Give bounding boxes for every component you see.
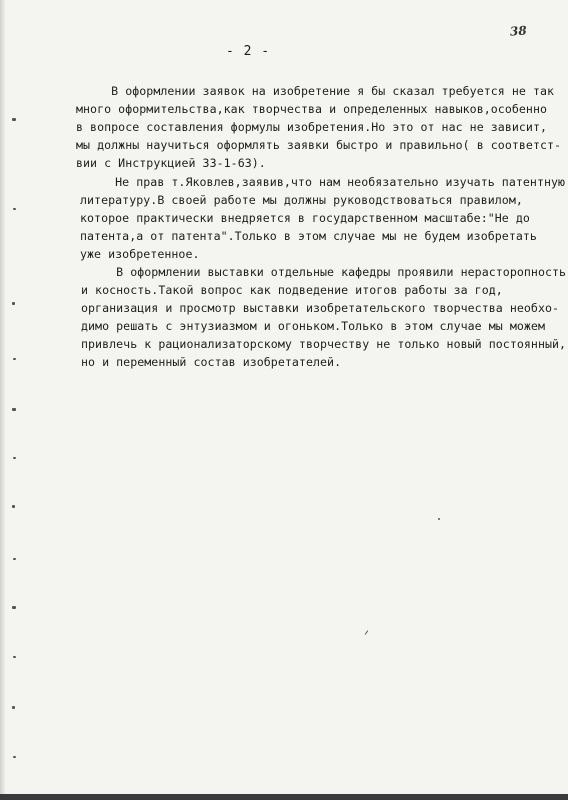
text-line: много оформительства,как творчества и определенных навыков,особенно	[76, 102, 548, 116]
text-line: и косность.Такой вопрос как подведение итогов работы за год,	[81, 283, 503, 297]
binding-hole-mark	[12, 706, 15, 709]
paper-speck	[438, 518, 440, 520]
paper-speck	[365, 630, 369, 635]
binding-hole-mark	[12, 302, 15, 305]
binding-hole-mark	[13, 208, 16, 210]
text-line: уже изобретенное.	[80, 247, 200, 261]
binding-hole-mark	[12, 505, 15, 508]
paragraph-2	[80, 173, 565, 263]
text-line: в вопросе составления формулы изобретения.Но это от нас не зависит,	[76, 120, 548, 134]
binding-hole-mark	[13, 558, 16, 560]
text-line: вии с Инструкцией 33-1-63).	[76, 156, 266, 170]
text-line: которое практически внедряется в государственном масштабе:"Не до	[80, 211, 530, 225]
archive-page-number: 38	[509, 23, 528, 39]
text-line: В оформлении заявок на изобретение я бы сказал требуется не так	[76, 84, 555, 98]
text-line: организация и просмотр выставки изобретательского творчества необхо-	[81, 301, 560, 315]
binding-hole-mark	[13, 756, 16, 758]
text-line: но и переменный состав изобретателей.	[81, 355, 342, 369]
text-line: литературу.В своей работе мы должны руководствоваться правилом,	[80, 193, 523, 207]
text-line: В оформлении выставки отдельные кафедры проявили нерасторопность	[81, 265, 567, 279]
binding-hole-mark	[13, 358, 16, 360]
text-line: Не прав т.Яковлев,заявив,что нам необязательно изучать патентную	[80, 175, 566, 189]
binding-hole-mark	[12, 118, 16, 121]
text-line: димо решать с энтузиазмом и огоньком.Только в этом случае мы можем	[81, 319, 545, 333]
page-number: - 2 -	[226, 44, 271, 59]
paragraph-1	[76, 82, 561, 172]
text-line: мы должны научиться оформлять заявки быстро и правильно( в соответст-	[76, 138, 562, 152]
paragraph-3	[81, 263, 566, 371]
text-line: привлечь к рационализаторскому творчеству не только новый постоянный,	[81, 337, 567, 351]
binding-hole-mark	[13, 656, 16, 658]
binding-hole-mark	[12, 606, 16, 609]
text-line: патента,а от патента".Только в этом случае мы не будем изобретать	[80, 229, 537, 243]
binding-hole-mark	[13, 457, 16, 459]
binding-hole-mark	[12, 408, 16, 411]
